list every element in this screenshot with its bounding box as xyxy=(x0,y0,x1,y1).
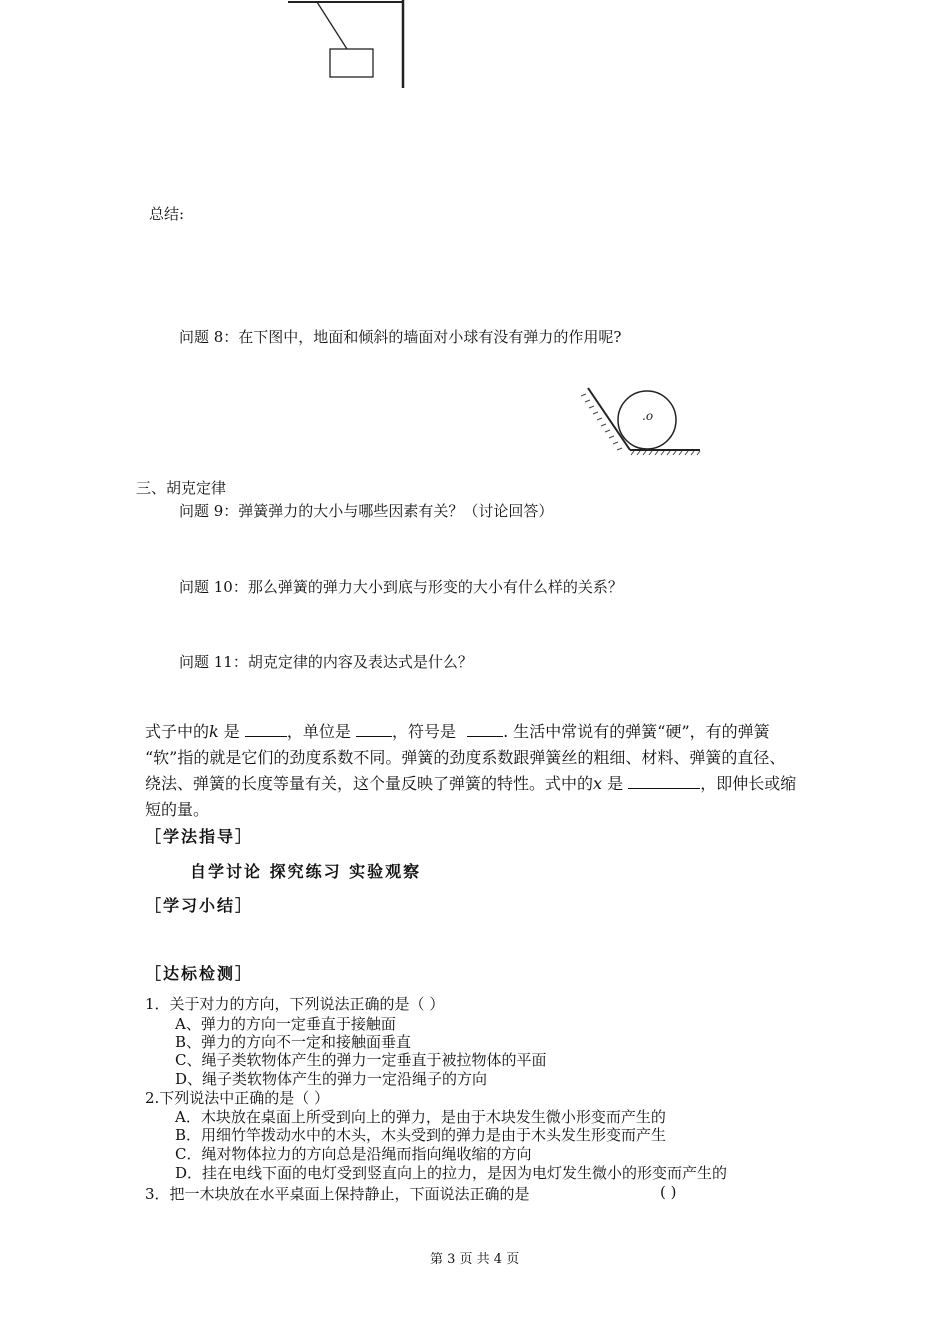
question-10: 问题 10：那么弹簧的弹力大小到底与形变的大小有什么样的关系？ xyxy=(179,578,623,596)
blank-k-meaning[interactable] xyxy=(245,722,287,737)
page-footer: 第 3 页 共 4 页 xyxy=(430,1252,520,1267)
summary-label: 总结: xyxy=(149,205,185,223)
symbol-k: k xyxy=(209,722,219,741)
summary-heading: ［学习小结］ xyxy=(145,896,254,915)
section-3-heading: 三、胡克定律 xyxy=(136,479,227,497)
wall-incline-line xyxy=(588,388,630,450)
question-1-option-a: A、弹力的方向一定垂直于接触面 xyxy=(175,1015,396,1033)
wall-hatch xyxy=(581,394,622,450)
hooke-law-paragraph: 式子中的k 是 ，单位是 ，符号是 . 生活中常说有的弹簧“硬”，有的弹簧 “软”指的就是它们的劲度系数不同。弹簧的劲度系数跟弹簧丝的粗细、材料、弹簧的直径、 绕法、弹簧的长度等量有关，这个量反映了弹簧的特性。式中的x 是 ，即伸长或缩 短的量。 xyxy=(145,722,797,819)
question-3-stem: 3．把一木块放在水平桌面上保持静止，下面说法正确的是 xyxy=(145,1185,530,1203)
question-1-option-c: C、绳子类软物体产生的弹力一定垂直于被拉物体的平面 xyxy=(175,1051,547,1069)
blank-x-meaning[interactable] xyxy=(628,774,700,789)
method-content: 自学讨论 探究练习 实验观察 xyxy=(190,862,422,881)
question-8: 问题 8：在下图中，地面和倾斜的墙面对小球有没有弹力的作用呢? xyxy=(179,328,622,346)
test-heading: ［达标检测］ xyxy=(145,964,254,983)
ball-center-label: .o xyxy=(642,409,654,423)
question-9: 问题 9：弹簧弹力的大小与哪些因素有关？（讨论回答） xyxy=(179,502,554,520)
blank-unit[interactable] xyxy=(356,722,392,737)
question-1-stem: 1．关于对力的方向，下列说法正确的是（ ） xyxy=(145,995,445,1013)
question-3-answer-bracket: ( ) xyxy=(660,1183,677,1201)
hanging-block-figure xyxy=(285,0,415,92)
blank-symbol[interactable] xyxy=(467,722,503,737)
question-2-stem: 2.下列说法中正确的是（ ） xyxy=(145,1089,330,1107)
floor-hatch xyxy=(631,451,700,455)
ball-wall-figure xyxy=(578,382,758,462)
question-1-option-d: D、绳子类软物体产生的弹力一定沿绳子的方向 xyxy=(175,1070,488,1088)
method-heading: ［学法指导］ xyxy=(145,827,254,846)
question-2-option-a: A．木块放在桌面上所受到向上的弹力，是由于木块发生微小形变而产生的 xyxy=(175,1108,666,1126)
question-2-option-d: D．挂在电线下面的电灯受到竖直向上的拉力，是因为电灯发生微小的形变而产生的 xyxy=(175,1164,728,1182)
question-11: 问题 11：胡克定律的内容及表达式是什么？ xyxy=(179,653,473,671)
question-1-option-b: B、弹力的方向不一定和接触面垂直 xyxy=(175,1033,412,1051)
block-rect xyxy=(330,49,373,77)
symbol-x: x xyxy=(593,774,603,793)
question-2-option-b: B．用细竹竿拨动水中的木头，木头受到的弹力是由于木头发生形变而产生 xyxy=(175,1126,667,1144)
question-2-option-c: C．绳对物体拉力的方向总是沿绳而指向绳收缩的方向 xyxy=(175,1145,532,1163)
rope-line xyxy=(317,2,347,49)
